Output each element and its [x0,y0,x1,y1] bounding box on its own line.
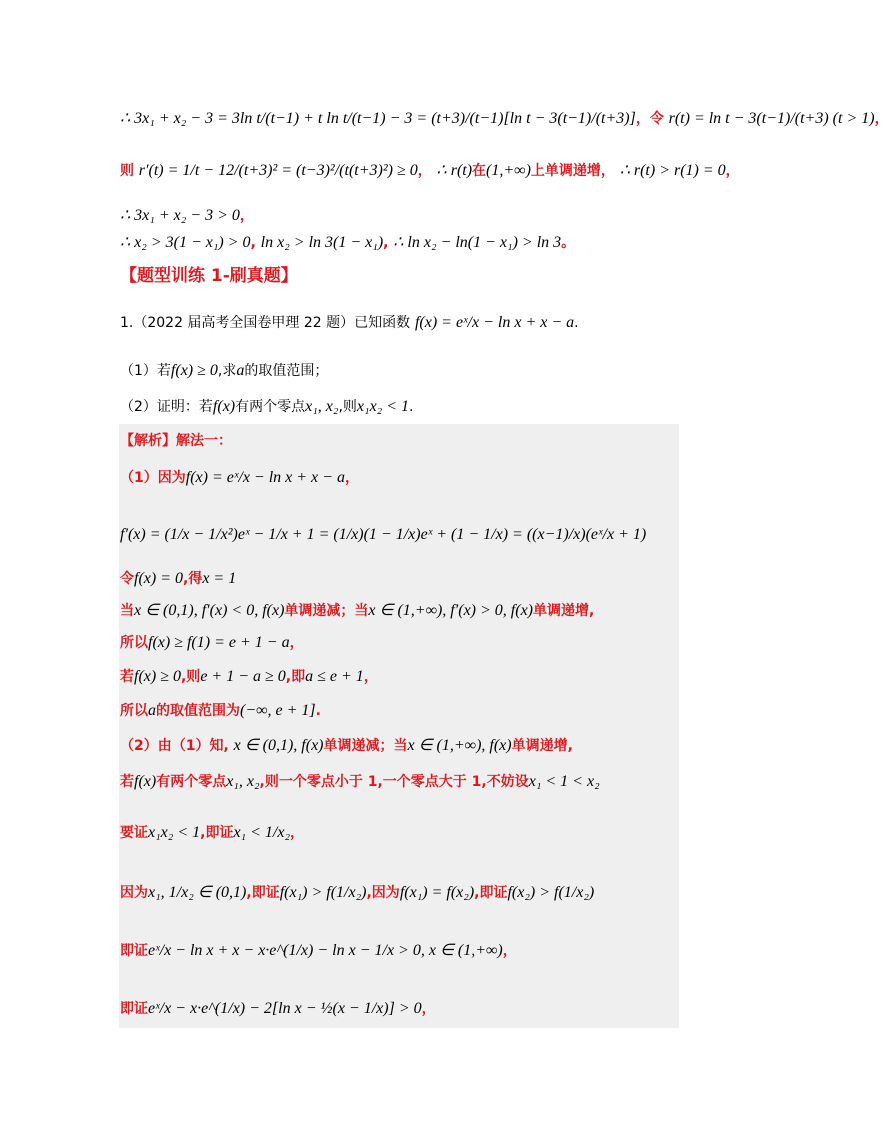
math-expression: x ∈ (0,1), f′(x) < 0, f(x) [134,602,285,619]
solution-line [120,467,359,488]
solution-line [120,771,600,792]
math-expression: x₁x₂ < 1 [356,398,410,415]
red-text: ， [421,1001,436,1017]
red-text: ,则 [180,669,201,685]
red-text: 单调递增, [511,738,573,754]
problem-intro: 1.（2022 届高考全国卷甲理 22 题）已知函数 [120,315,411,331]
solution-line [120,632,304,653]
solution-line [120,568,236,589]
math-expression: f′(x) = (1/x − 1/x²)eˣ − 1/x + 1 = (1/x)(1 − 1/x)eˣ + (1 − 1/x) = ((x−1)/x)(eˣ/x + 1) [120,526,647,543]
math-expression: f(x) ≥ 0 [134,668,181,685]
red-text: ,即 [285,669,306,685]
text-line [120,108,889,129]
text: （1）若 [120,363,171,379]
math-expression: f(x₂) > f(1/x₂) [507,884,595,901]
red-text: ,即证 [246,885,280,901]
math-expression: x₁ < 1/x₂ [233,824,291,841]
red-text: ， [725,163,740,179]
math-expression: eˣ/x − x·e^(1/x) − 2[ln x − ½(x − 1/x)] > 0 [148,1000,422,1017]
math-expression: x₁, x₂ [305,398,339,415]
red-text: ,即证 [200,825,234,841]
red-text: ， [417,163,432,179]
math-expression: ∴ 3x₁ + x₂ − 3 > 0 [120,207,240,224]
math-expression: ∴ r(t) > r(1) = 0 [619,162,726,179]
red-text: 所以 [120,635,148,651]
problem-part-2: （2）证明：若f(x)有两个零点x₁, x₂,则x₁x₂ < 1. [120,398,414,415]
math-expression: f(x) ≥ f(1) = e + 1 − a [148,634,290,651]
math-expression: ∴ x₂ > 3(1 − x₁) > 0 [120,234,251,251]
math-expression: f(x) [212,398,236,415]
red-text: 在 [472,163,487,179]
math-expression: (−∞, e + 1] [240,702,316,719]
red-text: 单调递减；当 [284,603,369,619]
red-text: ， [363,669,378,685]
math-expression: ∴ ln x₂ − ln(1 − x₁) > ln 3 [393,234,562,251]
text-line [120,160,740,181]
red-text: ， [290,825,305,841]
math-expression: eˣ/x − ln x + x − x·e^(1/x) − ln x − 1/x > 0, x ∈ (1,+∞) [148,942,503,959]
red-text: 有两个零点 [156,774,227,790]
red-text: 要证 [120,825,148,841]
red-text: ， [874,111,889,127]
red-text: 令 [120,571,134,587]
math-expression: ln x₂ > ln 3(1 − x₁) [260,234,384,251]
red-text: ,因为 [366,885,400,901]
math-expression: x₁ < 1 < x₂ [528,773,600,790]
math-expression: f(x) ≥ 0 [170,362,218,379]
solution-shaded-panel [119,424,679,1028]
red-text: ， [502,943,517,959]
red-text: （1）因为 [120,470,186,486]
red-text: 。 [561,235,576,251]
text-line: ∴ x₂ > 3(1 − x₁) > 0, ln x₂ > ln 3(1 − x₁), ∴ ln x₂ − ln(1 − x₁) > ln 3。 [120,234,576,251]
red-text: ，令 [635,111,664,127]
math-expression: r(t) = ln t − 3(t−1)/(t+3) (t > 1) [668,110,875,127]
red-text: ,则一个零点小于 1,一个零点大于 1,不妨设 [259,774,529,790]
math-expression: f(x₁) > f(1/x₂) [279,884,367,901]
solution-line [120,666,378,687]
red-text: 所以 [120,703,148,719]
red-text: 即证 [120,943,148,959]
red-text: 上单调递增， [530,163,615,179]
red-text: 的取值范围为 [156,703,240,719]
math-expression: x₁, 1/x₂ ∈ (0,1) [148,884,247,901]
red-text: 若 [120,669,134,685]
math-expression: f(x) = 0 [134,570,183,587]
solution-line [120,940,517,961]
math-expression: x ∈ (0,1), f(x) [233,737,324,754]
math-expression: x₁x₂ < 1 [148,824,201,841]
red-text: 【解析】解法一： [120,433,232,449]
red-text: 若 [120,774,134,790]
math-expression: x ∈ (1,+∞), f(x) [407,737,512,754]
text: （2）证明：若 [120,399,213,415]
math-expression: x = 1 [202,570,237,587]
section-heading: 【题型训练 1-刷真题】 [120,266,298,286]
text: ,求 [217,363,237,379]
red-text: 则 [120,163,134,179]
problem-part-1 [120,360,328,381]
math-expression: a [236,362,245,379]
text-line [120,205,254,226]
math-expression: x ∈ (1,+∞), f′(x) > 0, f(x) [368,602,534,619]
math-expression: f(x) [134,773,157,790]
text: ,则 [338,399,357,415]
solution-line [120,882,594,903]
red-text: ， [289,635,304,651]
math-expression: f(x) = eˣ/x − ln x + x − a [185,469,345,486]
math-expression: a [148,702,156,719]
red-text: 单调递减；当 [323,738,408,754]
red-text: ， [239,208,254,224]
solution-line [120,822,304,843]
math-expression: f(x₁) = f(x₂) [399,884,475,901]
solution-line [120,600,594,621]
text: 的取值范围； [244,363,329,379]
solution-line: 所以a的取值范围为(−∞, e + 1]. [120,702,321,719]
math-expression: e + 1 − a ≥ 0 [200,668,286,685]
red-text: ,即证 [474,885,508,901]
red-text: 即证 [120,1001,148,1017]
text: 有两个零点 [235,399,306,415]
problem-statement: 1.（2022 届高考全国卷甲理 22 题）已知函数 f(x) = eˣ/x − ln x + x − a. [120,314,579,331]
red-text: 因为 [120,885,148,901]
red-text: ， [344,470,359,486]
red-text: （2）由（1）知, [120,738,229,754]
red-text: 单调递增, [533,603,595,619]
solution-line [120,735,573,756]
math-expression: ∴ r(t) [436,162,473,179]
solution-label [120,430,232,451]
math-expression: (1,+∞) [486,162,531,179]
solution-line [120,998,436,1019]
red-text: ,得 [183,571,203,587]
math-expression: x₁, x₂ [226,773,260,790]
math-expression: f(x) = eˣ/x − ln x + x − a [414,314,575,331]
math-expression: ∴ 3x₁ + x₂ − 3 = 3ln t/(t−1) + t ln t/(t−1) − 3 = (t+3)/(t−1)[ln t − 3(t−1)/(t+3)] [120,110,636,127]
math-expression: a ≤ e + 1 [305,668,364,685]
red-text: 当 [120,603,134,619]
math-expression: r′(t) = 1/t − 12/(t+3)² = (t−3)²/(t(t+3)²) ≥ 0 [138,162,418,179]
solution-line [120,524,646,545]
